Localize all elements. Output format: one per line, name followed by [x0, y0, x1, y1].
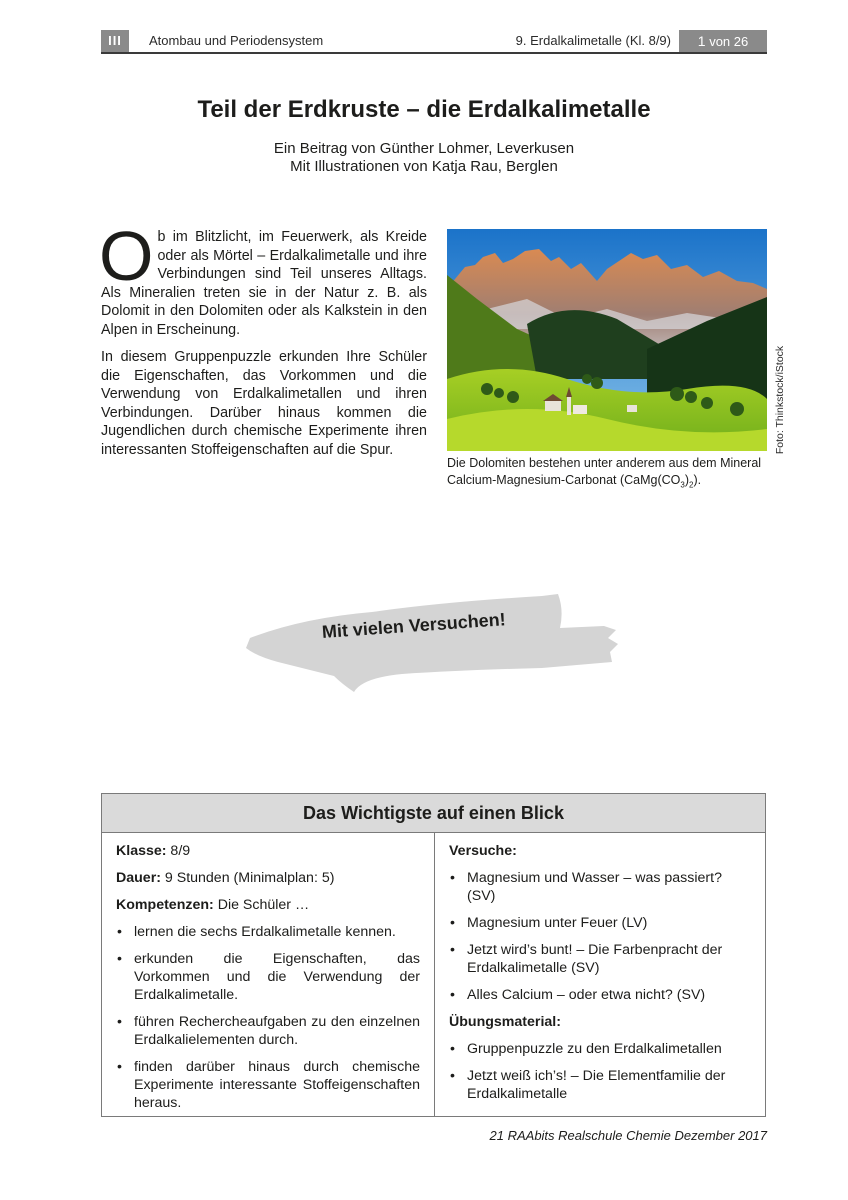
page-title: Teil der Erdkruste – die Erdalkalimetalle [197, 96, 651, 123]
list-item [116, 950, 420, 1004]
list-item [116, 1058, 420, 1112]
bullet-icon: • [117, 1014, 122, 1030]
landscape-illustration [447, 229, 767, 451]
dauer-line [116, 869, 420, 887]
page-indicator [679, 30, 767, 52]
dauer-value: 9 Stunden (Minimalplan: 5) [160, 870, 335, 886]
bullet-icon: • [117, 951, 122, 967]
page-footer: 21 RAAbits Realschule Chemie Dezember 2017 [489, 1128, 767, 1143]
intro-paragraph-1 [99, 217, 427, 339]
caption-text: Die Dolomiten bestehen unter anderem aus dem Mineral Calcium-Magnesium-Carbonat (CaMg(CO [447, 456, 762, 487]
section-number: III [101, 30, 129, 52]
photo-credit-text: Foto: Thinkstock/iStock [774, 345, 786, 455]
list-item-text: Alles Calcium – oder etwa nicht? (SV) [467, 987, 706, 1003]
drop-cap: O [99, 217, 154, 295]
overview-heading: Das Wichtigste auf einen Blick [102, 794, 765, 833]
photo-credit [772, 340, 788, 460]
list-item-text: finden darüber hinaus durch chemische Experimente interessante Stoffeigenschaften heraus. [134, 1059, 420, 1111]
overview-right-column [435, 833, 765, 1116]
uebung-heading [449, 1013, 751, 1031]
page-suffix: von 26 [709, 34, 749, 49]
page-header [101, 30, 767, 54]
list-item-text: Magnesium und Wasser – was passiert? (SV) [467, 870, 722, 904]
intro-paragraph-2: In diesem Gruppenpuzzle erkunden Ihre Schüler die Eigenschaften, das Vorkommen und die Verwendung von Erdalkalimetallen und ihren Verbindungen. Darüber hinaus kommen die Jugendlichen durch chemische Experimente ihren interessanten Stoffeigenschaften auf die Spur. [101, 349, 427, 458]
klasse-line [116, 842, 420, 860]
bullet-icon: • [450, 870, 455, 886]
klasse-value: 8/9 [166, 843, 191, 859]
author-byline: Ein Beitrag von Günther Lohmer, Leverkusen [273, 140, 575, 157]
list-item-text: führen Rechercheaufgaben zu den einzelnen Erdalkalielementen durch. [134, 1014, 420, 1048]
overview-left-column [102, 833, 435, 1116]
versuche-list [449, 869, 751, 1004]
bullet-icon: • [117, 1059, 122, 1075]
intro-paragraph-1-text: b im Blitzlicht, im Feuerwerk, als Kreide oder als Mörtel – Erdalkalimetalle und ihre Verbindungen sind Teil unseres Alltags. Als Mineralien treten sie in der Natur z. B. als Dolomit in den Dolomiten oder als Kalkstein in den Alpen in Erscheinung. [101, 229, 427, 338]
bullet-icon: • [450, 1041, 455, 1057]
bullet-icon: • [450, 942, 455, 958]
dolomites-photo [447, 229, 767, 451]
photo-caption [447, 455, 769, 494]
list-item [449, 914, 751, 932]
list-item [449, 1067, 751, 1103]
kompetenzen-line [116, 896, 420, 914]
list-item [116, 923, 420, 941]
list-item [449, 941, 751, 977]
bullet-icon: • [450, 1068, 455, 1084]
unit-label: 9. Erdalkalimetalle (Kl. 8/9) [515, 33, 671, 48]
list-item [449, 1040, 751, 1058]
intro-text [99, 217, 427, 468]
list-item-text: lernen die sechs Erdalkalimetalle kennen. [134, 924, 396, 940]
topic-label: Atombau und Periodensystem [149, 33, 324, 48]
uebung-list [449, 1040, 751, 1103]
banner-text: Mit vielen Versuchen! [321, 609, 507, 642]
caption-subscript-3: 3 [680, 480, 685, 489]
list-item [116, 1013, 420, 1049]
list-item-text: Jetzt weiß ich’s! – Die Elementfamilie der Erdalkalimetalle [467, 1068, 726, 1102]
kompetenzen-label: Kompetenzen: [116, 897, 214, 913]
kompetenzen-value: Die Schüler … [213, 897, 310, 913]
list-item-text: Magnesium unter Feuer (LV) [467, 915, 648, 931]
klasse-label: Klasse: [116, 843, 167, 859]
banner-brush-shape [242, 588, 622, 698]
versuche-heading [449, 842, 751, 860]
list-item-text: Gruppenpuzzle zu den Erdalkalimetallen [467, 1041, 722, 1057]
caption-end: ). [693, 472, 702, 487]
caption-subscript-2: 2 [689, 480, 694, 489]
bullet-icon: • [117, 924, 122, 940]
illustrator-byline: Mit Illustrationen von Katja Rau, Berglen [290, 158, 558, 175]
list-item-text: Jetzt wird’s bunt! – Die Farbenpracht der Erdalkalimetalle (SV) [467, 942, 723, 976]
page-current: 1 [697, 33, 706, 49]
list-item-text: erkunden die Eigenschaften, das Vorkommen und die Verwendung der Erdalkalimetalle. [134, 951, 420, 1003]
kompetenzen-list [116, 923, 420, 1112]
uebung-label: Übungsmaterial: [449, 1014, 561, 1030]
list-item [449, 986, 751, 1004]
dauer-label: Dauer: [116, 870, 161, 886]
bullet-icon: • [450, 915, 455, 931]
versuche-label: Versuche: [449, 843, 517, 859]
list-item [449, 869, 751, 905]
bullet-icon: • [450, 987, 455, 1003]
overview-box [101, 793, 766, 1117]
caption-paren: ) [684, 472, 690, 487]
